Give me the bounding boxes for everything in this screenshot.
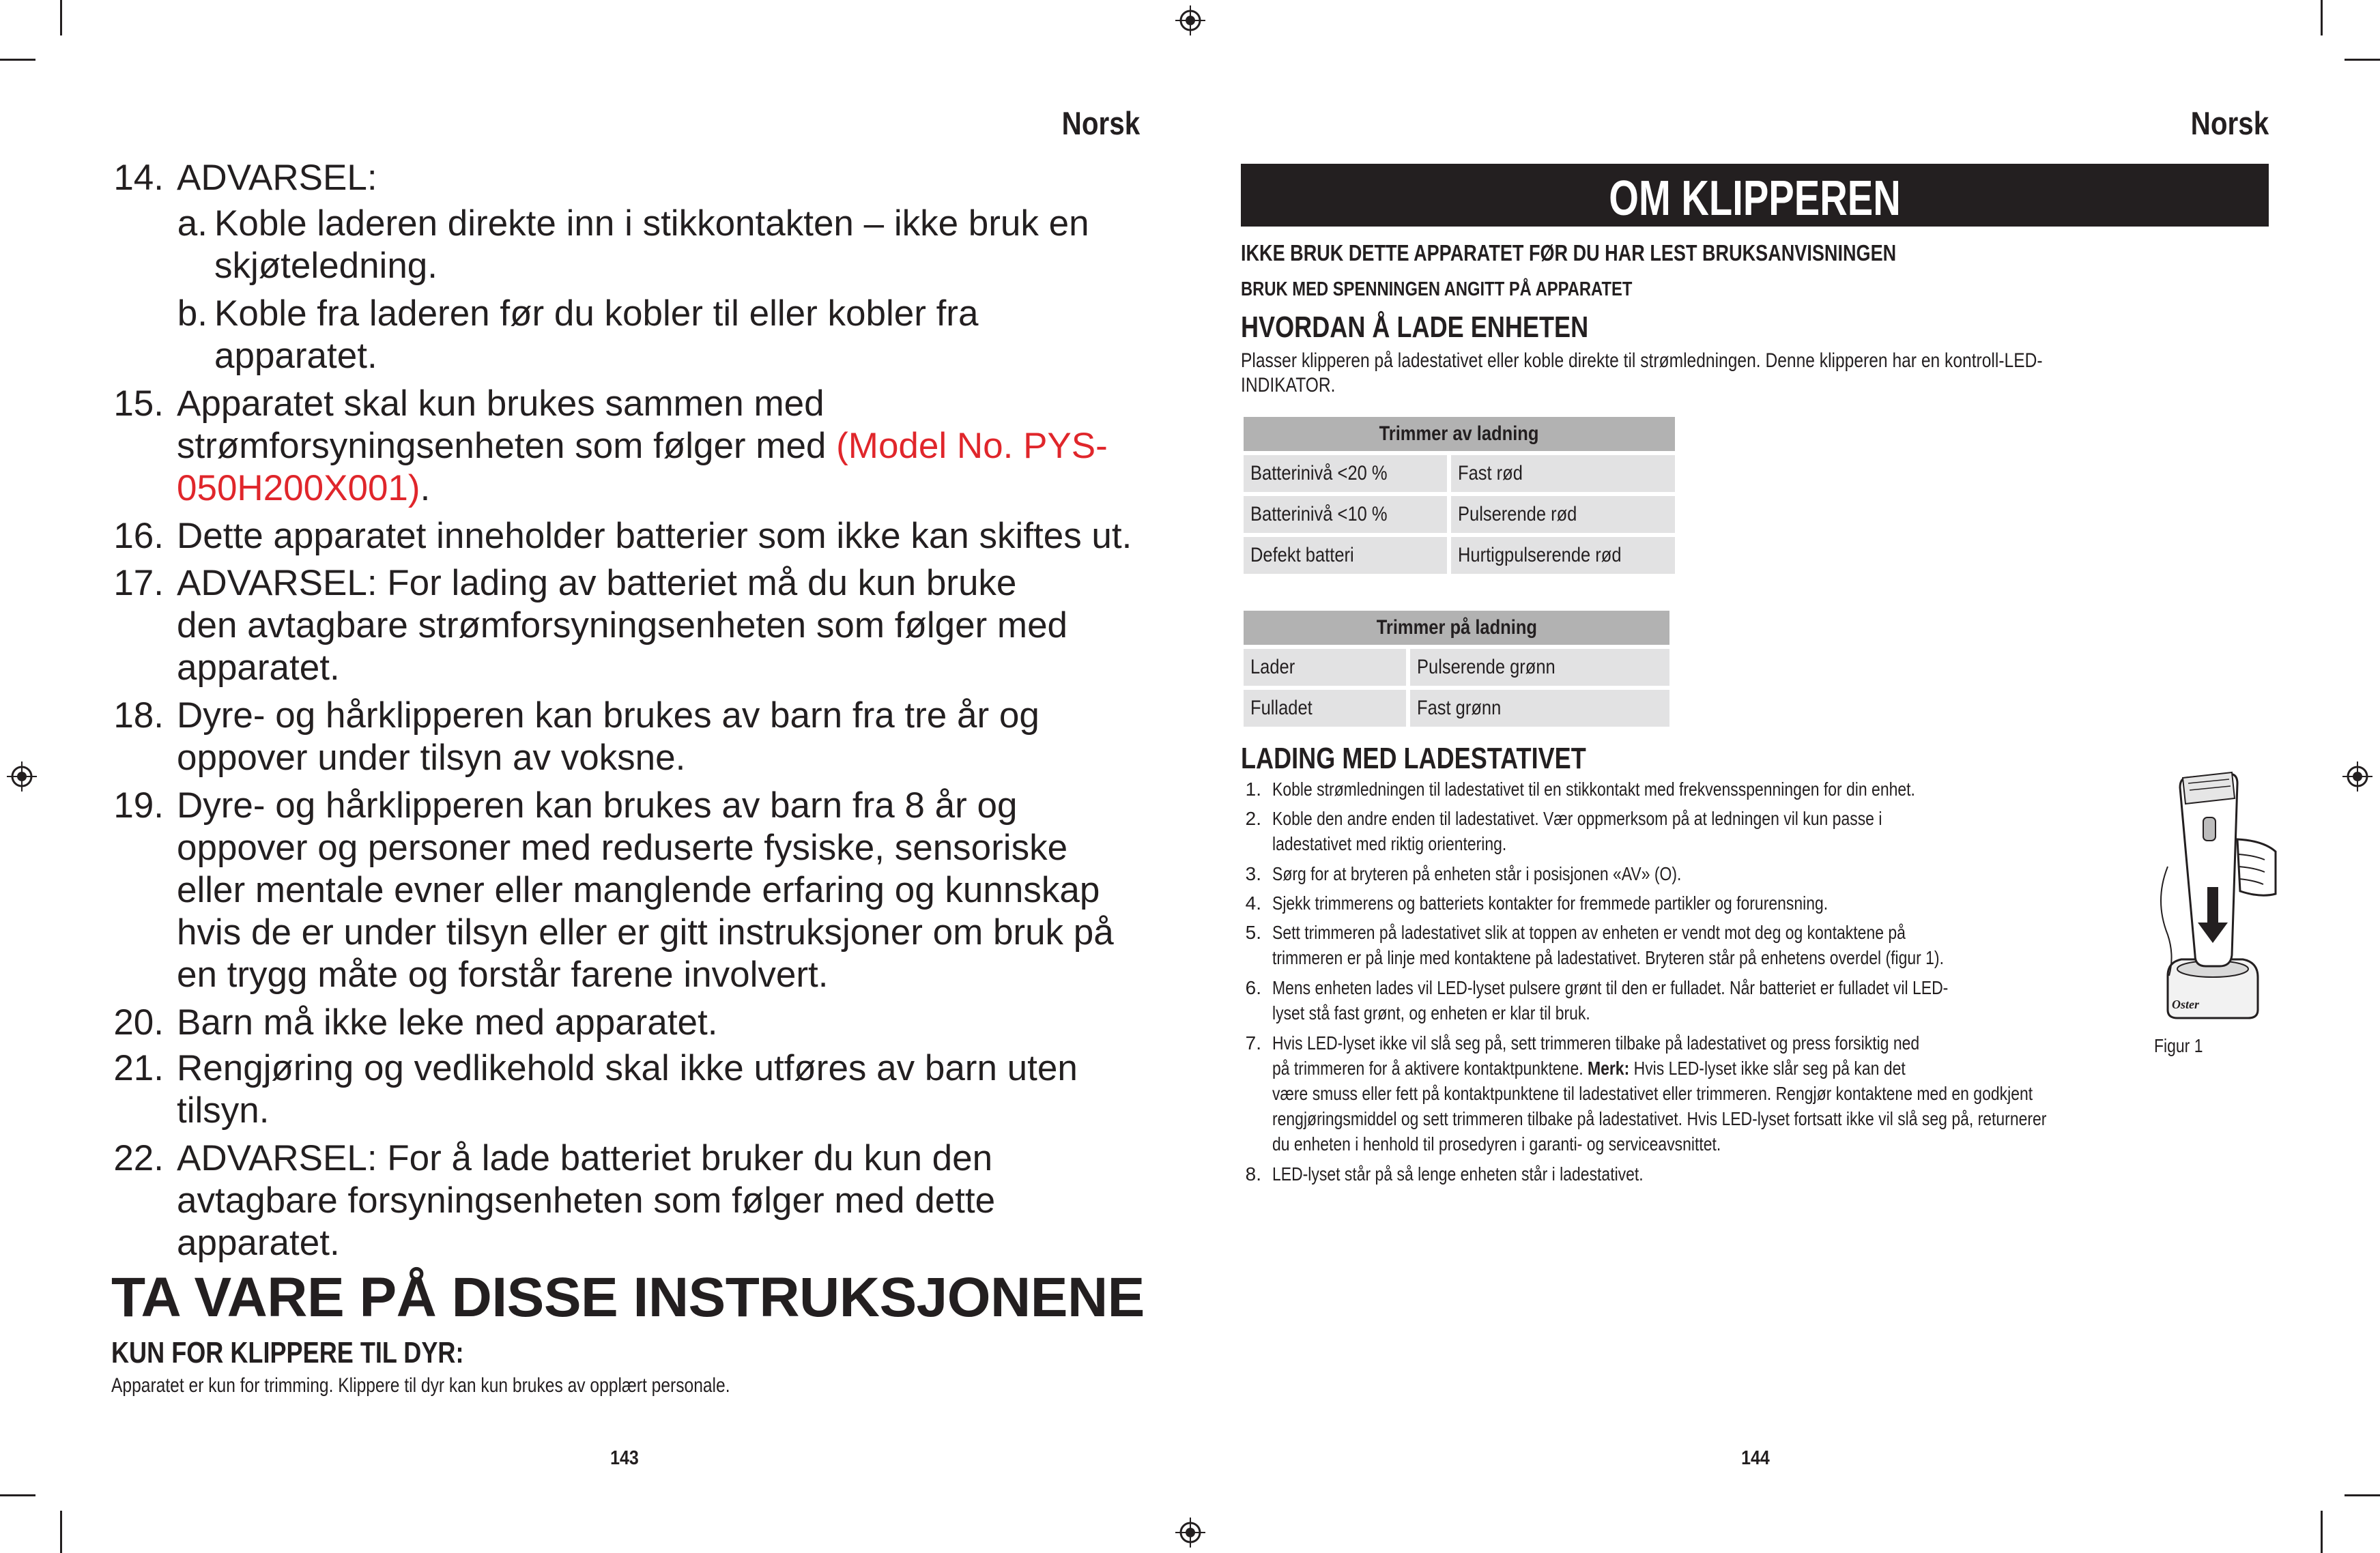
step-number: 3. xyxy=(1245,863,1261,884)
step-text: Sett trimmeren på ladestativet slik at toppen av enheten er vendt mot deg og kontaktene på xyxy=(1272,922,1906,943)
table-row xyxy=(1244,690,1669,727)
stand-heading: LADING MED LADESTATIVET xyxy=(1241,742,1586,775)
list-number: 15. xyxy=(113,383,164,424)
table-cell-text: Fulladet xyxy=(1250,697,1313,719)
table-cell-text: Batterinivå <20 % xyxy=(1250,462,1388,484)
list-number: 19. xyxy=(113,785,164,826)
table-cell xyxy=(1451,537,1675,574)
table-cell xyxy=(1451,455,1675,492)
list-item-text: tilsyn. xyxy=(177,1090,270,1131)
table-cell-text: Defekt batteri xyxy=(1250,544,1354,566)
list-item-text: Barn må ikke leke med apparatet. xyxy=(177,1002,718,1043)
step-number: 5. xyxy=(1245,922,1261,943)
crop-mark-top-right-h xyxy=(2345,59,2380,61)
table-header-row xyxy=(1244,417,1675,451)
table-cell-text: Pulserende grønn xyxy=(1417,656,1555,678)
crop-mark-top-left-h xyxy=(0,59,35,61)
warning-read-manual: IKKE BRUK DETTE APPARATET FØR DU HAR LEST BRUKSANVISNINGEN xyxy=(1241,240,1897,265)
list-number: a. xyxy=(177,203,207,244)
table-header-label: Trimmer på ladning xyxy=(1376,616,1537,639)
step-number: 2. xyxy=(1245,808,1261,829)
list-item-text: strømforsyningsenheten som følger med xyxy=(177,426,837,466)
list-item-text: Dette apparatet inneholder batterier som ikke kan skiftes ut. xyxy=(177,516,1132,556)
table-row xyxy=(1244,496,1675,533)
warning-voltage: BRUK MED SPENNINGEN ANGITT PÅ APPARATET xyxy=(1241,278,1633,300)
model-number: (Model No. PYS- xyxy=(836,426,1108,466)
crop-mark-bottom-left xyxy=(60,1511,62,1553)
list-number: 14. xyxy=(113,158,164,198)
table-row xyxy=(1244,455,1675,492)
step-text: Sørg for at bryteren på enheten står i posisjonen «AV» (O). xyxy=(1272,863,1682,884)
charge-text-line1: Plasser klipperen på ladestativet eller koble direkte til strømledningen. Denne klipperen har en kontroll-LED- xyxy=(1241,349,2043,372)
registration-mark-right xyxy=(2342,761,2372,792)
list-item-text xyxy=(177,425,1108,467)
table-header xyxy=(1244,611,1669,645)
step-text: Koble strømledningen til ladestativet til en stikkontakt med frekvensspenningen for din enhet. xyxy=(1272,779,1915,800)
table-cell-text: Lader xyxy=(1250,656,1295,678)
list-item-text: en trygg måte og forstår farene involvert. xyxy=(177,955,829,995)
table-row xyxy=(1244,649,1669,686)
registration-mark-bottom xyxy=(1175,1518,1205,1548)
table-cell-text: Pulserende rød xyxy=(1458,503,1577,525)
crop-mark-bottom-right xyxy=(2321,1511,2323,1553)
model-number-cont: 050H200X001) xyxy=(177,468,420,508)
list-item-text: Koble fra laderen før du kobler til eller kobler fra xyxy=(214,293,979,334)
steps-list xyxy=(1241,778,2278,1201)
list-item-text: ADVARSEL: xyxy=(177,158,377,198)
animal-clipper-text: Apparatet er kun for trimming. Klippere til dyr kan kun brukes av opplært personale. xyxy=(111,1374,730,1397)
figure-caption: Figur 1 xyxy=(2154,1035,2203,1056)
list-item-text: apparatet. xyxy=(177,648,340,688)
list-number: b. xyxy=(177,293,207,334)
right-page-language: Norsk xyxy=(2190,105,2269,141)
punctuation: . xyxy=(420,468,431,508)
list-item-text: skjøteledning. xyxy=(214,246,438,286)
led-table-charging xyxy=(1239,607,1674,731)
registration-mark-left xyxy=(7,761,37,792)
list-item-text: apparatet. xyxy=(214,336,377,376)
step-number: 4. xyxy=(1245,892,1261,914)
table-header-label: Trimmer av ladning xyxy=(1379,422,1539,445)
step-number: 8. xyxy=(1245,1163,1261,1185)
crop-mark-bottom-left-h xyxy=(0,1494,35,1496)
step-text xyxy=(1272,1057,1906,1080)
brand-logo: Oster xyxy=(2172,998,2199,1011)
table-cell-text: Fast grønn xyxy=(1417,697,1502,719)
left-page-language: Norsk xyxy=(1061,105,1140,141)
list-item-text: hvis de er under tilsyn eller er gitt instruksjoner om bruk på xyxy=(177,912,1114,953)
table-cell-text: Fast rød xyxy=(1458,462,1523,484)
crop-mark-bottom-right-h xyxy=(2345,1494,2380,1496)
step-text: Mens enheten lades vil LED-lyset pulsere grønt til den er fulladet. Når batteriet er fulladet vil LED- xyxy=(1272,977,1949,998)
list-item-text: den avtagbare strømforsyningsenheten som følger med xyxy=(177,605,1068,645)
list-item-text xyxy=(177,467,430,510)
list-item-text: ADVARSEL: For lading av batteriet må du kun bruke xyxy=(177,563,1017,603)
list-item-text: apparatet. xyxy=(177,1223,340,1263)
table-header-row xyxy=(1244,611,1669,645)
list-number: 17. xyxy=(113,563,164,603)
table-cell xyxy=(1244,455,1447,492)
list-number: 20. xyxy=(113,1002,164,1043)
step-number: 1. xyxy=(1245,779,1261,800)
list-item-text: Koble laderen direkte inn i stikkontakten – ikke bruk en xyxy=(214,203,1089,244)
step-number: 7. xyxy=(1245,1032,1261,1054)
table-cell xyxy=(1244,537,1447,574)
table-row xyxy=(1244,537,1675,574)
left-page-number: 143 xyxy=(610,1447,639,1469)
list-number: 22. xyxy=(113,1138,164,1178)
list-item-text: avtagbare forsyningsenheten som følger med dette xyxy=(177,1180,996,1221)
step-number: 6. xyxy=(1245,977,1261,998)
charge-heading: HVORDAN Å LADE ENHETEN xyxy=(1241,310,1589,344)
list-item-text: eller mentale evner eller manglende erfaring og kunnskap xyxy=(177,870,1100,910)
crop-mark-top-right xyxy=(2321,0,2323,35)
animal-clipper-heading: KUN FOR KLIPPERE TIL DYR: xyxy=(111,1336,464,1369)
step-text: ladestativet med riktig orientering. xyxy=(1272,833,1507,854)
step-text: trimmeren er på linje med kontaktene på ladestativet. Bryteren står på enhetens overdel (figur 1). xyxy=(1272,947,1944,968)
table-cell xyxy=(1244,649,1406,686)
note-label: Merk: xyxy=(1587,1058,1630,1079)
led-table-discharge xyxy=(1239,413,1679,578)
list-number: 16. xyxy=(113,516,164,556)
charge-text-line2: INDIKATOR. xyxy=(1241,374,1336,396)
list-item-text: Dyre- og hårklipperen kan brukes av barn fra tre år og xyxy=(177,695,1040,736)
table-cell-text: Batterinivå <10 % xyxy=(1250,503,1388,525)
right-page-number: 144 xyxy=(1741,1447,1770,1469)
list-item-text: ADVARSEL: For å lade batteriet bruker du kun den xyxy=(177,1138,993,1178)
save-instructions-title: TA VARE PÅ DISSE INSTRUKSJONENE xyxy=(111,1266,1145,1329)
registration-mark-top xyxy=(1175,5,1205,35)
crop-mark-top-left xyxy=(60,0,62,35)
step-text: du enheten i henhold til prosedyren i garanti- og serviceavsnittet. xyxy=(1272,1133,1721,1155)
section-banner xyxy=(1241,164,2269,227)
table-cell-text: Hurtigpulserende rød xyxy=(1458,544,1622,566)
list-number: 21. xyxy=(113,1048,164,1088)
table-cell xyxy=(1244,496,1447,533)
step-text: Sjekk trimmerens og batteriets kontakter for fremmede partikler og forurensning. xyxy=(1272,892,1829,914)
step-text-part: Hvis LED-lyset ikke slår seg på kan det xyxy=(1629,1058,1906,1079)
clipper-charging-figure xyxy=(2140,764,2277,1027)
table-cell xyxy=(1451,496,1675,533)
step-text-part: på trimmeren for å aktivere kontaktpunktene. xyxy=(1272,1058,1588,1079)
step-text: være smuss eller fett på kontaktpunktene til ladestativet eller trimmeren. Rengjør kontaktene med en godkjent xyxy=(1272,1083,2033,1104)
step-text: lyset stå fast grønt, og enheten er klar til bruk. xyxy=(1272,1002,1590,1024)
list-item-text: oppover og personer med reduserte fysiske, sensoriske xyxy=(177,828,1068,868)
list-item-text: Dyre- og hårklipperen kan brukes av barn fra 8 år og xyxy=(177,785,1018,826)
step-text: Hvis LED-lyset ikke vil slå seg på, sett trimmeren tilbake på ladestativet og press forsiktig ned xyxy=(1272,1032,1920,1054)
table-cell xyxy=(1410,690,1669,727)
table-header xyxy=(1244,417,1675,451)
table-cell xyxy=(1244,690,1406,727)
step-text: Koble den andre enden til ladestativet. Vær oppmerksom på at ledningen vil kun passe i xyxy=(1272,808,1882,829)
list-item-text: Apparatet skal kun brukes sammen med xyxy=(177,383,825,424)
table-cell xyxy=(1410,649,1669,686)
list-item-text: Rengjøring og vedlikehold skal ikke utføres av barn uten xyxy=(177,1048,1078,1088)
list-item-text: oppover under tilsyn av voksne. xyxy=(177,738,686,778)
list-number: 18. xyxy=(113,695,164,736)
step-text: LED-lyset står på så lenge enheten står i ladestativet. xyxy=(1272,1163,1644,1185)
banner-title: OM KLIPPEREN xyxy=(1609,171,1901,226)
step-text: rengjøringsmiddel og sett trimmeren tilbake på ladestativet. Hvis LED-lyset fortsatt ikke vil slå seg på, returnerer xyxy=(1272,1108,2047,1129)
